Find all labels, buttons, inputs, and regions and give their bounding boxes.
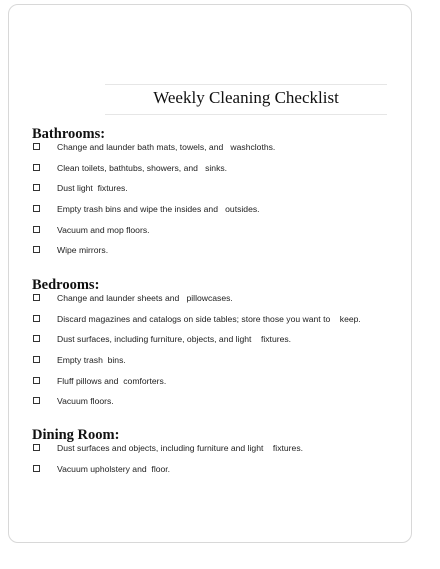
item-label: Dust light fixtures. (57, 183, 128, 194)
checklist-item[interactable] (32, 294, 402, 315)
checkbox[interactable] (33, 465, 40, 472)
checklist-item[interactable] (32, 246, 402, 267)
checkbox[interactable] (33, 377, 40, 384)
checklist-item[interactable] (32, 356, 402, 377)
section-bathrooms (32, 126, 402, 267)
checklist-item[interactable] (32, 465, 402, 486)
item-label: Discard magazines and catalogs on side tables; store those you want to keep. (57, 313, 361, 324)
checklist-item[interactable] (32, 143, 402, 164)
item-label: Empty trash bins and wipe the insides and outsides. (57, 204, 260, 215)
item-label: Change and launder bath mats, towels, and washcloths. (57, 142, 276, 152)
item-label: Vacuum floors. (57, 396, 114, 407)
item-label: Dust surfaces, including furniture, objects, and light fixtures. (57, 334, 292, 345)
checkbox[interactable] (33, 335, 40, 342)
item-label: Fluff pillows and comforters. (57, 375, 167, 386)
section-heading: Bedrooms: (32, 277, 100, 293)
checklist-item[interactable] (32, 164, 402, 185)
checklist-item[interactable] (32, 444, 402, 465)
section-heading: Dining Room: (32, 427, 120, 443)
item-label: Empty trash bins. (57, 355, 126, 366)
checklist-item[interactable] (32, 397, 402, 418)
section-dining-room (32, 427, 402, 485)
checkbox[interactable] (33, 294, 40, 301)
checkbox[interactable] (33, 356, 40, 363)
checkbox[interactable] (33, 315, 40, 322)
item-label: Dust surfaces and objects, including furniture and light fixtures. (57, 443, 304, 453)
item-label: Wipe mirrors. (57, 245, 109, 256)
title-bottom-rule (105, 114, 387, 115)
checklist-item[interactable] (32, 335, 402, 356)
checkbox[interactable] (33, 246, 40, 253)
checklist-item[interactable] (32, 315, 402, 336)
checkbox[interactable] (33, 164, 40, 171)
checkbox[interactable] (33, 397, 40, 404)
checklist-item[interactable] (32, 377, 402, 398)
checkbox[interactable] (33, 205, 40, 212)
checklist-item[interactable] (32, 184, 402, 205)
checklist-item[interactable] (32, 226, 402, 247)
checklist-item[interactable] (32, 205, 402, 226)
checkbox[interactable] (33, 444, 40, 451)
section-heading: Bathrooms: (32, 126, 106, 142)
checkbox[interactable] (33, 143, 40, 150)
item-label: Vacuum upholstery and floor. (57, 463, 171, 474)
title-top-rule (105, 84, 387, 85)
item-label: Vacuum and mop floors. (57, 224, 150, 235)
document-title: Weekly Cleaning Checklist (153, 88, 339, 107)
section-bedrooms (32, 277, 402, 418)
item-label: Clean toilets, bathtubs, showers, and sinks. (57, 162, 228, 173)
checkbox[interactable] (33, 184, 40, 191)
checkbox[interactable] (33, 226, 40, 233)
item-label: Change and launder sheets and pillowcases. (57, 293, 233, 303)
